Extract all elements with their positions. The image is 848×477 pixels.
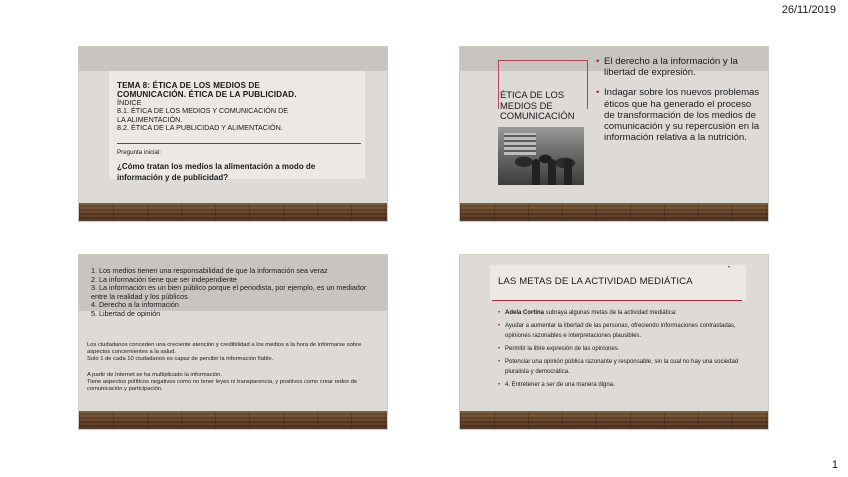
item-text: subraya algunas metas de la actividad mediática: bbox=[544, 310, 677, 316]
slide-title: ÉTICA DE LOS MEDIOS DE COMUNICACIÓN bbox=[500, 89, 575, 121]
numbered-list bbox=[91, 267, 371, 319]
list-item: 1. Los medios tienen una responsabilidad de que la información sea veraz bbox=[91, 266, 328, 275]
goals-list bbox=[498, 308, 744, 393]
paragraph bbox=[87, 372, 377, 394]
index-heading: ÍNDICE bbox=[117, 98, 142, 107]
list-item bbox=[498, 308, 744, 318]
wood-floor-band bbox=[460, 203, 768, 221]
photo-figure bbox=[564, 159, 572, 185]
question-label: Pregunta inicial: bbox=[117, 149, 162, 156]
page-number: 1 bbox=[831, 459, 838, 471]
wood-floor-band bbox=[79, 411, 387, 429]
author-name: Adela Cortina bbox=[505, 310, 545, 316]
accent-divider bbox=[492, 300, 742, 301]
wood-floor-band bbox=[460, 411, 768, 429]
paragraph-line: Los ciudadanos conceden una creciente atención y credibilidad a los medios a la hora de informarse sobre aspectos concernientes a la salud. bbox=[87, 342, 362, 356]
slide-4-thumbnail[interactable] bbox=[460, 255, 768, 429]
paragraph-line: Tiene aspectos políticos negativos como no tener leyes ni transparencia, y positivos como crear redes de comunicación y participación. bbox=[87, 378, 358, 393]
small-dot: • bbox=[728, 265, 731, 271]
photo-figure bbox=[548, 159, 556, 185]
list-item: 4. Derecho a la información bbox=[91, 300, 179, 310]
initial-question: ¿Cómo tratan los medios la alimentación a modo de información y de publicidad? bbox=[117, 162, 316, 182]
slide-2-thumbnail[interactable] bbox=[460, 47, 768, 221]
body-text bbox=[87, 342, 377, 401]
slide-title: LAS METAS DE LA ACTIVIDAD MEDIÁTICA bbox=[498, 276, 693, 287]
list-item: 2. La información tiene que ser independiente bbox=[91, 274, 237, 284]
wood-floor-band bbox=[79, 203, 387, 221]
paragraph-line: A partir de Internet se ha multiplicado la información. bbox=[87, 371, 223, 378]
paragraph-line: Solo 1 de cada 10 ciudadanos es capaz de percibir la información fiable. bbox=[87, 356, 274, 363]
list-item: • Ayudar a aumentar la libertad de las personas, ofreciendo informaciones contrastadas, opiniones razonables e interpretaciones plausibles. bbox=[498, 321, 744, 341]
slide-title bbox=[117, 81, 357, 99]
list-item: 5. Libertad de opinión bbox=[91, 308, 161, 318]
index-block bbox=[117, 99, 357, 133]
slide-3-thumbnail[interactable] bbox=[79, 255, 387, 429]
list-item: • Permitir la libre expresión de las opiniones. bbox=[498, 344, 744, 354]
title-line: TEMA 8: ÉTICA DE LOS MEDIOS DE bbox=[117, 81, 260, 90]
slide-top-band bbox=[79, 47, 387, 71]
bullet-item: • Indagar sobre los nuevos problemas éticos que ha generado el proceso de transformación de los medios de comunicación y su repercusión en la información relativa a la nutrición. bbox=[596, 87, 762, 143]
index-item: 8.1. ÉTICA DE LOS MEDIOS Y COMUNICACIÓN DE bbox=[117, 106, 289, 116]
slide-1-thumbnail[interactable] bbox=[79, 47, 387, 221]
list-item: 3. La información es un bien público porque el periodista, por ejemplo, es un mediador entre la realidad y los públicos bbox=[91, 283, 367, 301]
photo-figure bbox=[532, 159, 540, 185]
photo-shelf bbox=[504, 133, 536, 155]
accent-divider bbox=[117, 143, 361, 144]
index-item: LA ALIMENTACIÓN. bbox=[117, 114, 183, 124]
paragraph bbox=[87, 342, 377, 364]
bullet-list bbox=[596, 56, 762, 152]
list-item: • Potenciar una opinión pública razonante y responsable, sin la cual no hay una sociedad pluralista y democrática. bbox=[498, 357, 744, 377]
bullet-item: • El derecho a la información y la libertad de expresión. bbox=[596, 56, 762, 78]
index-item: 8.2. ÉTICA DE LA PUBLICIDAD Y ALIMENTACIÓN. bbox=[117, 123, 283, 133]
title-line: COMUNICACIÓN. ÉTICA DE LA PUBLICIDAD. bbox=[117, 90, 297, 99]
newsroom-photo bbox=[498, 127, 584, 185]
list-item: • 4. Entretener a ser de una manera digna. bbox=[498, 380, 744, 390]
date-header: 26/11/2019 bbox=[781, 4, 836, 16]
